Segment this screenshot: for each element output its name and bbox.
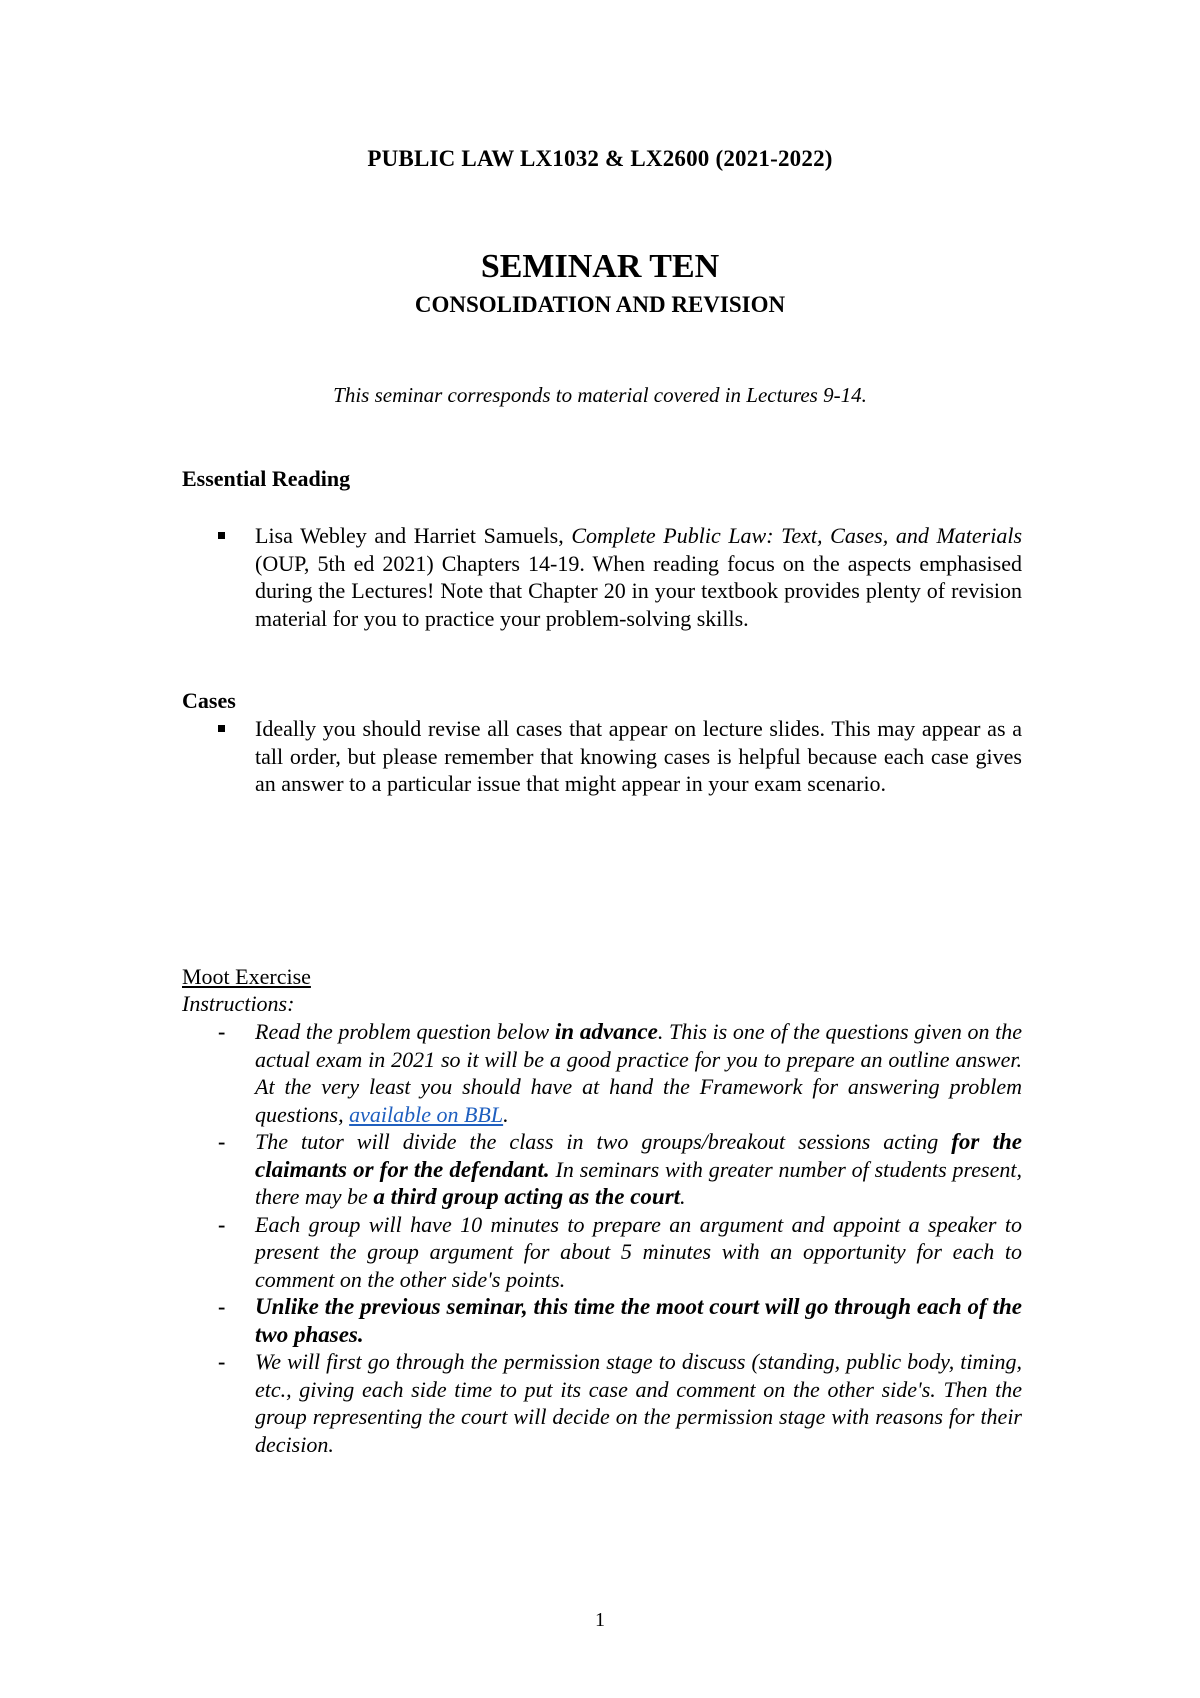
moot-item-2-text: The tutor will divide the class in two groups/breakout sessions acting xyxy=(255,1129,952,1154)
list-item xyxy=(182,715,1022,798)
list-item xyxy=(182,1293,1022,1348)
dash-icon: - xyxy=(218,1294,226,1319)
essential-reading-heading: Essential Reading xyxy=(182,466,351,491)
list-item xyxy=(182,1211,1022,1294)
dash-icon: - xyxy=(218,1349,226,1374)
cases-text: Ideally you should revise all cases that appear on lecture slides. This may appear as a tall order, but please remember that knowing cases is helpful because each case gives an answer to a particular issue that might appear in your exam scenario. xyxy=(255,716,1022,796)
reading-details: (OUP, 5th ed 2021) Chapters 14-19. When reading focus on the aspects emphasised during the Lectures! Note that Chapter 20 in your textbook provides plenty of revision material for you to practice your problem-solving skills. xyxy=(255,550,1022,631)
moot-item-1-text-cont: . This is one of the questions given on the actual exam in 2021 so it will be a good practice for you to prepare an outline answer. At the very least you should have at hand the Framework for answering problem questions, xyxy=(255,1019,1022,1127)
reading-author: Lisa Webley and Harriet Samuels, xyxy=(255,523,572,548)
moot-item-3-text: Each group will have 10 minutes to prepare an argument and appoint a speaker to present the group argument for about 5 minutes with an opportunity for each to comment on the other side's points. xyxy=(255,1211,1022,1292)
cases-list xyxy=(182,715,1022,798)
cases-heading: Cases xyxy=(182,688,236,713)
moot-heading: Moot Exercise xyxy=(182,964,311,989)
list-item xyxy=(182,1348,1022,1458)
moot-item-2-court-emphasis: a third group acting as the court xyxy=(373,1184,681,1209)
seminar-title: SEMINAR TEN xyxy=(480,248,720,285)
moot-item-1-end: . xyxy=(503,1101,509,1127)
reading-book-title: Complete Public Law: Text, Cases, and Materials xyxy=(571,523,1023,548)
essential-reading-list xyxy=(182,522,1022,632)
bullet-icon xyxy=(218,532,225,539)
list-item xyxy=(182,1128,1022,1211)
bullet-icon xyxy=(218,725,225,732)
moot-item-2-emphasis: for the claimants or for the defendant. xyxy=(255,1129,1022,1182)
moot-item-4-text: Unlike the previous seminar, this time the moot court will go through each of the two phases. xyxy=(255,1294,1022,1347)
page-number: 1 xyxy=(595,1609,605,1631)
seminar-subtitle: CONSOLIDATION AND REVISION xyxy=(414,292,786,317)
moot-item-5-text: We will first go through the permission stage to discuss (standing, public body, timing, etc., giving each side time to put its case and comment on the other side's. Then the group representing the court will decide on the permission stage with reasons for their decision. xyxy=(255,1349,1022,1457)
dash-icon: - xyxy=(218,1211,226,1237)
moot-item-1-text: Read the problem question below xyxy=(255,1019,555,1044)
dash-icon: - xyxy=(218,1019,226,1044)
bbl-framework-link[interactable]: available on BBL xyxy=(349,1101,504,1127)
moot-instructions-list xyxy=(182,1018,1022,1458)
moot-instructions-heading: Instructions: xyxy=(182,991,295,1016)
moot-item-2-text-cont: In seminars with greater number of students present, there may be xyxy=(255,1156,1022,1209)
list-item xyxy=(182,1018,1022,1128)
list-item xyxy=(182,522,1022,632)
seminar-intro: This seminar corresponds to material covered in Lectures 9-14. xyxy=(333,383,867,407)
course-title: PUBLIC LAW LX1032 & LX2600 (2021-2022) xyxy=(367,146,833,171)
moot-item-1-emphasis: in advance xyxy=(554,1019,658,1044)
moot-item-2-end: . xyxy=(680,1184,686,1209)
dash-icon: - xyxy=(218,1129,226,1154)
